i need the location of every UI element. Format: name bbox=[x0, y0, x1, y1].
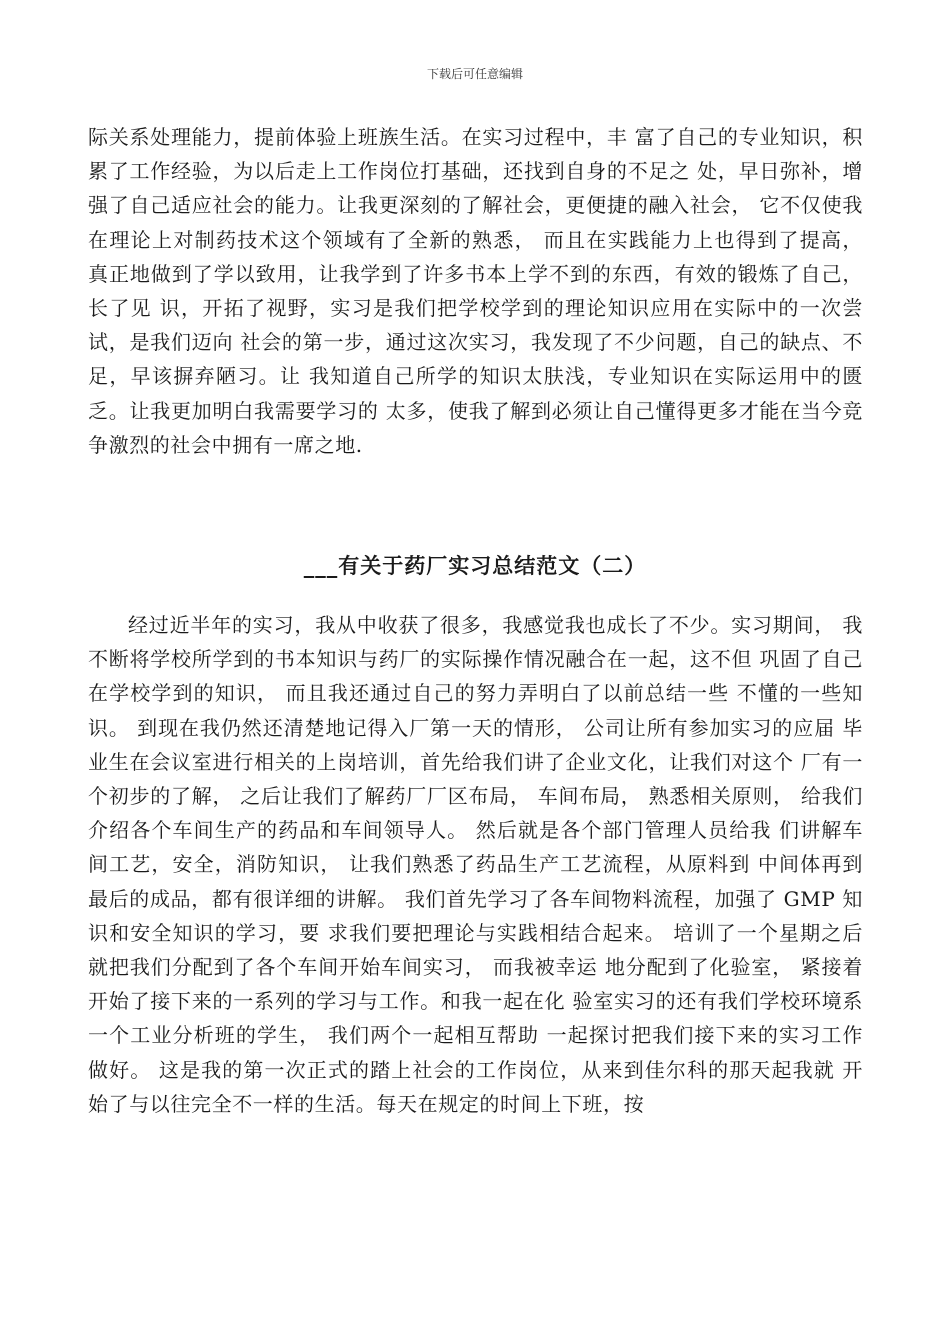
section-title: ___有关于药厂实习总结范文（二） bbox=[303, 554, 647, 578]
page-header-note: 下载后可任意编辑 bbox=[426, 67, 523, 81]
paragraph-continuation: 际关系处理能力，提前体验上班族生活。在实习过程中，丰 富了自己的专业知识，积累了工作经验，为以后走上工作岗位打基础，还找到自身的不足之 处，早日弥补，增强了自己适应社会的能力。让我更深刻的了解社会，更便捷的融入社会， 它不仅使我在理论上对制药技术这个领域有了全新的熟悉， 而且在实践能力上也得到了提高， 真正地做到了学以致用，让我学到了许多书本上学不到的东西，有效的锻炼了自己，长了见 识，开拓了视野，实习是我们把学校学到的理论知识应用在实际中的一次尝试，是我们迈向 社会的第一步，通过这次实习，我发现了不少问题，自己的缺点、不足，早该摒弃陋习。让 我知道自己所学的知识太肤浅，专业知识在实际运用中的匮乏。让我更加明白我需要学习的 太多，使我了解到必须让自己懂得更多才能在当今竞争激烈的社会中拥有一席之地. bbox=[88, 125, 863, 457]
paragraph-section-two: 经过近半年的实习，我从中收获了很多，我感觉我也成长了不少。实习期间， 我不断将学校所学到的书本知识与药厂的实际操作情况融合在一起，这不但 巩固了自己在学校学到的知识， 而且我还通过自己的努力弄明白了以前总结一些 不懂的一些知识。 到现在我仍然还清楚地记得入厂第一天的情形， 公司让所有参加实习的应届 毕业生在会议室进行相关的上岗培训，首先给我们讲了企业文化，让我们对这个 厂有一个初步的了解， 之后让我们了解药厂厂区布局， 车间布局， 熟悉相关原则， 给我们介绍各个车间生产的药品和车间领导人。 然后就是各个部门管理人员给我 们讲解车间工艺，安全，消防知识， 让我们熟悉了药品生产工艺流程，从原料到 中间体再到最后的成品，都有很详细的讲解。 我们首先学习了各车间物料流程，加强了 GMP 知识和安全知识的学习，要 求我们要把理论与实践相结合起来。 培训了一个星期之后就把我们分配到了各个车间开始车间实习， 而我被幸运 地分配到了化验室， 紧接着开始了接下来的一系列的学习与工作。和我一起在化 验室实习的还有我们学校环境系一个工业分析班的学生， 我们两个一起相互帮助 一起探讨把我们接下来的实习工作做好。 这是我的第一次正式的踏上社会的工作岗位，从来到佳尔科的那天起我就 开始了与以往完全不一样的生活。每天在规定的时间上下班，按 bbox=[88, 613, 863, 1116]
